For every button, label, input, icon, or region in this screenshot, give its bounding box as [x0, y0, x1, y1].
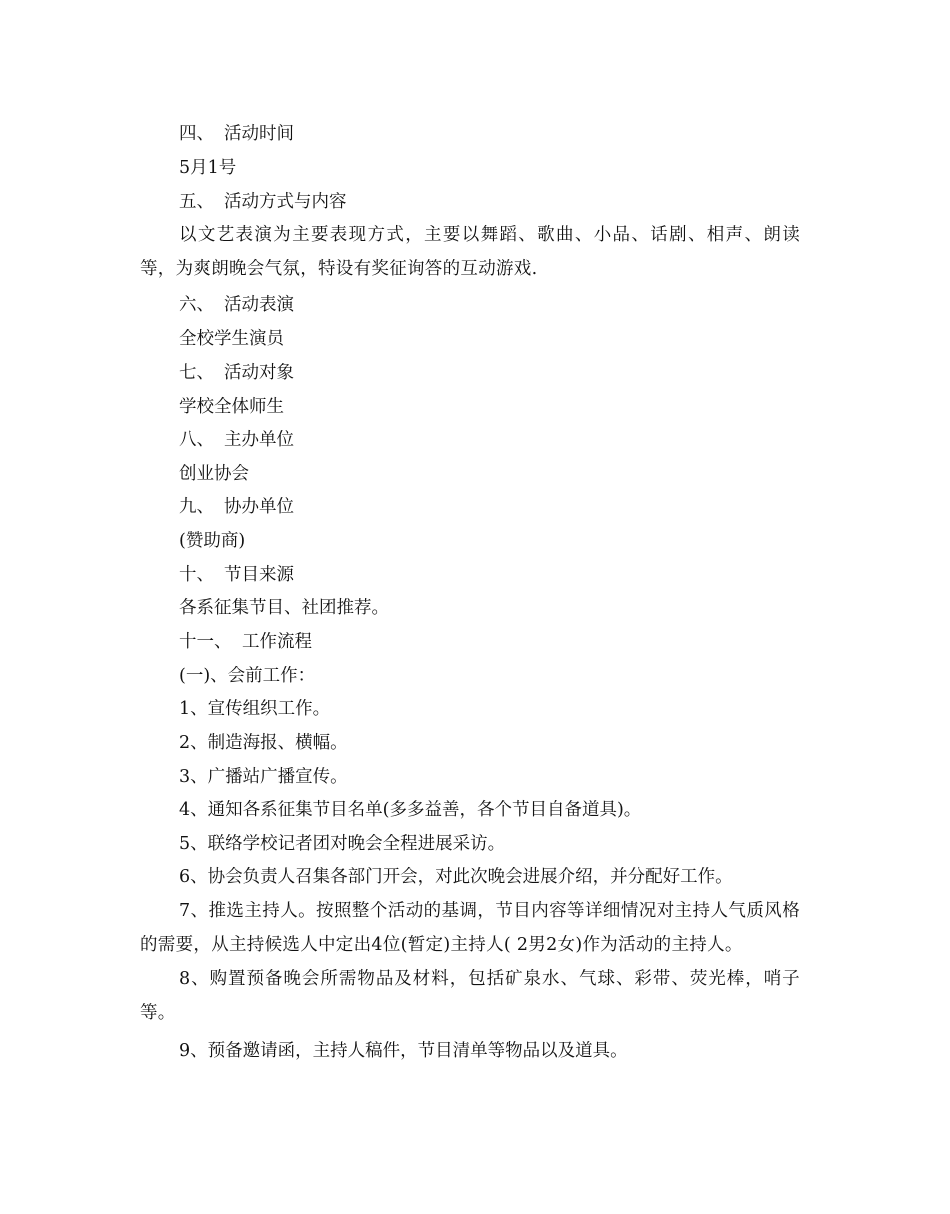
section-number: 十一、: [179, 632, 232, 652]
section-title: 活动表演: [224, 295, 294, 315]
section-heading-11: [179, 631, 312, 653]
section-title: 工作流程: [242, 632, 312, 652]
section-title: 主办单位: [224, 430, 294, 450]
section-body-10: 各系征集节目、社团推荐。: [179, 598, 389, 618]
section-heading-9: [179, 496, 294, 518]
section-heading-8: [179, 429, 294, 451]
list-item-5: 5、联络学校记者团对晚会全程进展采访。: [179, 834, 506, 854]
section-body-7: 学校全体师生: [179, 397, 284, 417]
section-body-4: 5月1号: [179, 158, 237, 178]
list-item-7: 7、推选主持人。按照整个活动的基调，节目内容等详细情况对主持人气质风格的需要，从主持候选人中定出4位(暂定)主持人( 2男2女)作为活动的主持人。: [140, 901, 800, 955]
list-item-9: 9、预备邀请函，主持人稿件，节目清单等物品以及道具。: [179, 1041, 628, 1061]
list-item-3: 3、广播站广播宣传。: [179, 767, 348, 787]
section-number: 七、: [179, 363, 214, 383]
section-heading-10: [179, 564, 294, 586]
section-number: 八、: [179, 430, 214, 450]
section-title: 活动对象: [224, 363, 294, 383]
section-body-5: 以文艺表演为主要表现方式，主要以舞蹈、歌曲、小品、话剧、相声、朗读等，为爽朗晚会气氛，特设有奖征询答的互动游戏.: [140, 225, 800, 279]
section-heading-5: [179, 191, 347, 213]
section-number: 十、: [179, 565, 214, 585]
section-title: 活动时间: [224, 124, 294, 144]
section-number: 四、: [179, 124, 214, 144]
section-number: 五、: [179, 192, 214, 212]
section-heading-7: [179, 362, 294, 384]
section-heading-6: [179, 294, 294, 316]
list-item-4: 4、通知各系征集节目名单(多多益善，各个节目自备道具)。: [179, 800, 642, 820]
list-item-8: 8、购置预备晚会所需物品及材料，包括矿泉水、气球、彩带、荧光棒，哨子等。: [140, 969, 800, 1023]
section-title: 协办单位: [224, 497, 294, 517]
subsection-heading: (一)、会前工作：: [179, 666, 316, 686]
section-body-6: 全校学生演员: [179, 329, 284, 349]
section-title: 活动方式与内容: [224, 192, 347, 212]
section-number: 六、: [179, 295, 214, 315]
section-title: 节目来源: [224, 565, 294, 585]
list-item-1: 1、宣传组织工作。: [179, 699, 331, 719]
section-body-8: 创业协会: [179, 464, 249, 484]
list-item-6: 6、协会负责人召集各部门开会，对此次晚会进展介绍，并分配好工作。: [179, 867, 733, 887]
section-body-9: (赞助商): [179, 531, 246, 551]
section-number: 九、: [179, 497, 214, 517]
list-item-2: 2、制造海报、横幅。: [179, 733, 348, 753]
section-heading-4: [179, 123, 294, 145]
